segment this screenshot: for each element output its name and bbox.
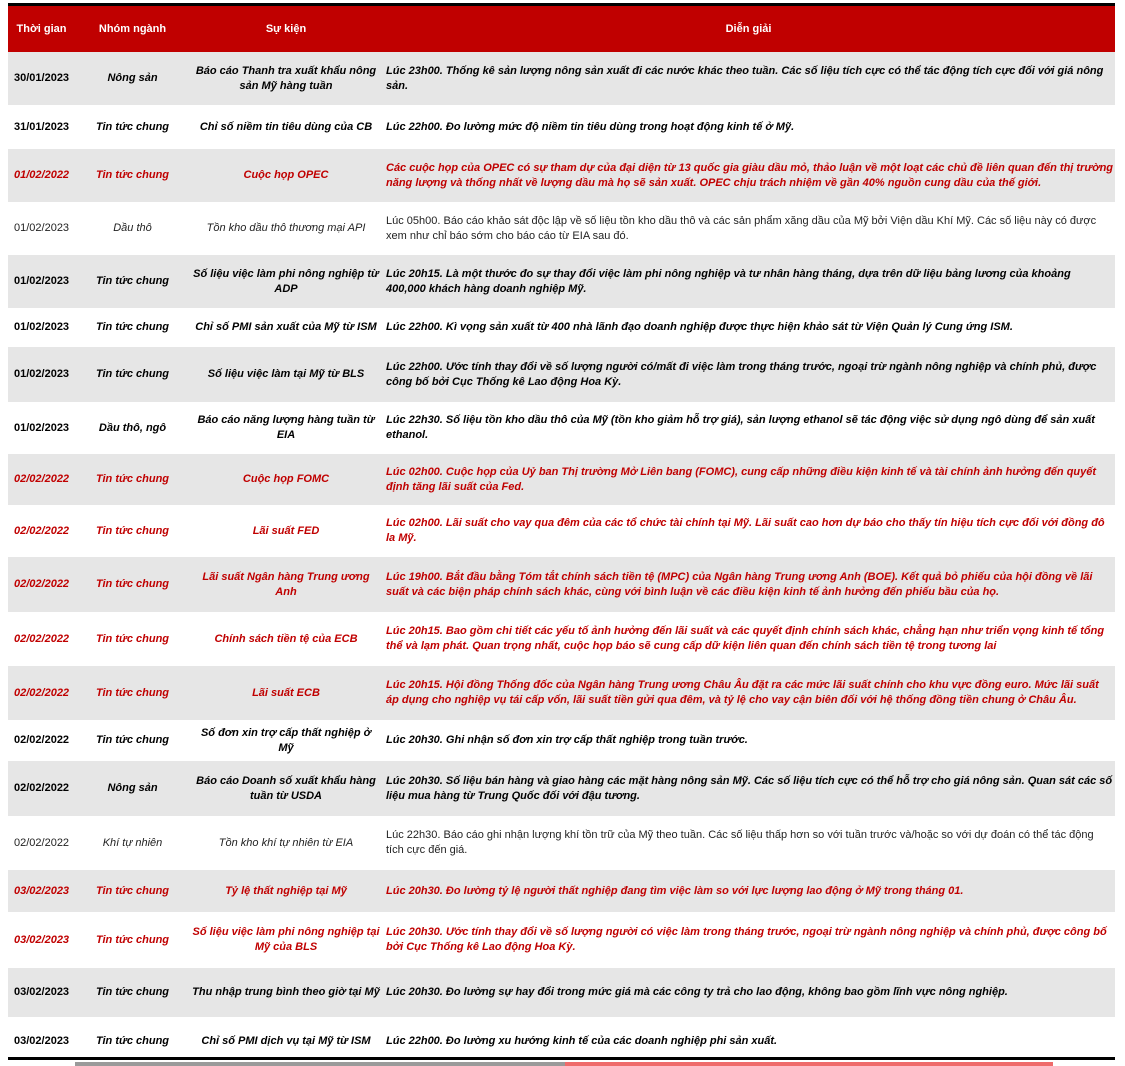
row-event: Chỉ số PMI dịch vụ tại Mỹ từ ISM [190,1017,382,1065]
row-event: Cuộc họp FOMC [190,454,382,505]
row-description: Lúc 20h15. Hội đồng Thống đốc của Ngân hàng Trung ương Châu Âu đặt ra các mức lãi suất chính cho khu vực đồng euro. Mức lãi suất áp dụng cho nghiệp vụ tái cấp vốn, lãi suất tiền gửi qua đêm, và tỷ lệ cho vay cận biên đối với hệ thống đồng tiền chung ở Châu Âu. [382,666,1115,720]
row-date: 03/02/2023 [8,912,75,968]
row-date: 02/02/2022 [8,666,75,720]
table-row [8,255,1115,308]
row-event: Số đơn xin trợ cấp thất nghiệp ở Mỹ [190,720,382,761]
table-row [8,968,1115,1017]
row-description: Lúc 20h15. Bao gồm chi tiết các yếu tố ảnh hưởng đến lãi suất và các quyết định chính sách khác, chẳng hạn như triển vọng kinh tế tổng thể và lạm phát. Quan trọng nhất, cuộc họp báo sẽ cung cấp dữ kiện liên quan đến chính sách tiền tệ trong tương lai [382,612,1115,666]
row-description: Các cuộc họp của OPEC có sự tham dự của đại diện từ 13 quốc gia giàu dầu mỏ, thảo luận về một loạt các chủ đề liên quan đến thị trường năng lượng và thống nhất về lượng dầu mà họ sẽ sản xuất. OPEC chịu trách nhiệm về gần 40% nguồn cung dầu của thế giới. [382,149,1115,202]
row-description: Lúc 20h30. Đo lường sự hay đổi trong mức giá mà các công ty trả cho lao động, không bao gồm lĩnh vực nông nghiệp. [382,968,1115,1017]
table-row [8,870,1115,912]
row-event: Thu nhập trung bình theo giờ tại Mỹ [190,968,382,1017]
table-row [8,912,1115,968]
row-description: Lúc 02h00. Cuộc họp của Uỷ ban Thị trường Mở Liên bang (FOMC), cung cấp những điều kiện kinh tế và tài chính ảnh hưởng đến quyết định tăng lãi suất của Fed. [382,454,1115,505]
row-description: Lúc 20h30. Ghi nhận số đơn xin trợ cấp thất nghiệp trong tuần trước. [382,720,1115,761]
row-date: 01/02/2023 [8,308,75,347]
row-event: Chính sách tiền tệ của ECB [190,612,382,666]
row-description: Lúc 22h00. Đo lường xu hướng kinh tế của các doanh nghiệp phi sản xuất. [382,1017,1115,1065]
table-body [8,52,1115,1065]
table-row [8,402,1115,454]
row-event: Số liệu việc làm tại Mỹ từ BLS [190,347,382,402]
row-category: Tin tức chung [75,666,190,720]
row-date: 30/01/2023 [8,52,75,105]
table-row [8,105,1115,149]
row-event: Chỉ số PMI sản xuất của Mỹ từ ISM [190,308,382,347]
row-date: 03/02/2023 [8,1017,75,1065]
row-description: Lúc 23h00. Thống kê sản lượng nông sản xuất đi các nước khác theo tuần. Các số liệu tích cực có thể tác động tích cực đối với giá nông sản. [382,52,1115,105]
row-date: 02/02/2022 [8,761,75,816]
row-category: Nông sản [75,52,190,105]
row-category: Tin tức chung [75,1017,190,1065]
row-event: Báo cáo năng lượng hàng tuần từ EIA [190,402,382,454]
row-description: Lúc 19h00. Bắt đầu bằng Tóm tắt chính sách tiền tệ (MPC) của Ngân hàng Trung ương Anh (BOE). Kết quả bỏ phiếu của hội đồng về lãi suất và các biện pháp chính sách khác, cùng với bình luận về các điều kiện kinh tế ảnh hưởng đến phiếu bầu của họ. [382,557,1115,612]
row-description: Lúc 05h00. Báo cáo khảo sát độc lập về số liệu tồn kho dầu thô và các sản phẩm xăng dầu của Mỹ bởi Viện dầu Khí Mỹ. Các số liệu này có được xem như chỉ báo sớm cho báo cáo từ EIA sau đó. [382,202,1115,255]
row-event: Lãi suất FED [190,505,382,557]
row-description: Lúc 20h30. Đo lường tỷ lệ người thất nghiệp đang tìm việc làm so với lực lượng lao động ở Mỹ trong tháng 01. [382,870,1115,912]
row-event: Số liệu việc làm phi nông nghiệp từ ADP [190,255,382,308]
row-category: Tin tức chung [75,505,190,557]
table-row [8,202,1115,255]
row-date: 03/02/2023 [8,968,75,1017]
table-row [8,612,1115,666]
table-bottom-rule [8,1057,1115,1060]
table-row [8,308,1115,347]
row-description: Lúc 20h30. Ước tính thay đổi về số lượng người có việc làm trong tháng trước, ngoại trừ ngành nông nghiệp và chính phủ, được công bố bởi Cục Thống kê Lao động Hoa Kỳ. [382,912,1115,968]
row-date: 31/01/2023 [8,105,75,149]
row-event: Cuộc họp OPEC [190,149,382,202]
row-category: Tin tức chung [75,612,190,666]
row-category: Tin tức chung [75,255,190,308]
row-date: 01/02/2023 [8,402,75,454]
row-event: Tồn kho khí tự nhiên từ EIA [190,816,382,870]
row-event: Số liệu việc làm phi nông nghiệp tại Mỹ của BLS [190,912,382,968]
header-event: Sự kiện [190,6,382,52]
row-category: Dầu thô [75,202,190,255]
row-date: 03/02/2023 [8,870,75,912]
row-category: Tin tức chung [75,149,190,202]
row-date: 02/02/2022 [8,720,75,761]
row-category: Tin tức chung [75,347,190,402]
row-description: Lúc 22h30. Số liệu tồn kho dầu thô của Mỹ (tồn kho giảm hỗ trợ giá), sản lượng ethanol sẽ tác động việc sử dụng ngô dùng để sản xuất ethanol. [382,402,1115,454]
row-description: Lúc 22h00. Ước tính thay đổi về số lượng người có/mất đi việc làm trong tháng trước, ngoại trừ ngành nông nghiệp và chính phủ, được công bố bởi Cục Thống kê Lao động Hoa Kỳ. [382,347,1115,402]
row-event: Báo cáo Doanh số xuất khẩu hàng tuần từ USDA [190,761,382,816]
economic-calendar-table [8,6,1115,1065]
row-category: Tin tức chung [75,105,190,149]
row-category: Tin tức chung [75,720,190,761]
row-description: Lúc 22h00. Đo lường mức độ niềm tin tiêu dùng trong hoạt động kinh tế ở Mỹ. [382,105,1115,149]
row-description: Lúc 20h30. Số liệu bán hàng và giao hàng các mặt hàng nông sản Mỹ. Các số liệu tích cực có thể hỗ trợ cho giá nông sản. Quan sát các số liệu mua hàng từ Trung Quốc đối với đậu tương. [382,761,1115,816]
table-row [8,720,1115,761]
row-category: Tin tức chung [75,968,190,1017]
row-date: 01/02/2023 [8,347,75,402]
table-row [8,52,1115,105]
row-description: Lúc 20h15. Là một thước đo sự thay đổi việc làm phi nông nghiệp và tư nhân hàng tháng, dựa trên dữ liệu bảng lương của khoảng 400,000 khách hàng doanh nghiệp Mỹ. [382,255,1115,308]
row-category: Dầu thô, ngô [75,402,190,454]
table-row [8,557,1115,612]
row-event: Tồn kho dầu thô thương mại API [190,202,382,255]
row-category: Nông sản [75,761,190,816]
row-date: 02/02/2022 [8,557,75,612]
row-category: Tin tức chung [75,557,190,612]
row-category: Tin tức chung [75,912,190,968]
footer-bar-gray [75,1062,565,1066]
row-date: 02/02/2022 [8,816,75,870]
row-event: Tỷ lệ thất nghiệp tại Mỹ [190,870,382,912]
header-date: Thời gian [8,6,75,52]
table-header-row [8,6,1115,52]
row-date: 02/02/2022 [8,454,75,505]
header-description: Diễn giải [382,6,1115,52]
row-category: Khí tự nhiên [75,816,190,870]
row-description: Lúc 22h30. Báo cáo ghi nhận lượng khí tồn trữ của Mỹ theo tuần. Các số liệu thấp hơn so với tuần trước và/hoặc so với dự đoán có thể tác động tích cực đến giá. [382,816,1115,870]
row-category: Tin tức chung [75,308,190,347]
row-date: 01/02/2023 [8,255,75,308]
table-row [8,761,1115,816]
row-date: 02/02/2022 [8,505,75,557]
row-category: Tin tức chung [75,454,190,505]
row-event: Báo cáo Thanh tra xuất khẩu nông sản Mỹ hàng tuần [190,52,382,105]
row-description: Lúc 02h00. Lãi suất cho vay qua đêm của các tổ chức tài chính tại Mỹ. Lãi suất cao hơn dự báo cho thấy tín hiệu tích cực đối với đồng đô la Mỹ. [382,505,1115,557]
table-row [8,149,1115,202]
row-category: Tin tức chung [75,870,190,912]
row-event: Chỉ số niềm tin tiêu dùng của CB [190,105,382,149]
table-row [8,505,1115,557]
footer-bar-pink [565,1062,1053,1066]
row-date: 01/02/2023 [8,202,75,255]
row-event: Lãi suất Ngân hàng Trung ương Anh [190,557,382,612]
table-row [8,347,1115,402]
row-event: Lãi suất ECB [190,666,382,720]
row-date: 01/02/2022 [8,149,75,202]
table-row [8,454,1115,505]
header-category: Nhóm ngành [75,6,190,52]
row-date: 02/02/2022 [8,612,75,666]
table-row [8,816,1115,870]
row-description: Lúc 22h00. Kì vọng sản xuất từ 400 nhà lãnh đạo doanh nghiệp được thực hiện khảo sát từ Viện Quản lý Cung ứng ISM. [382,308,1115,347]
table-row [8,666,1115,720]
